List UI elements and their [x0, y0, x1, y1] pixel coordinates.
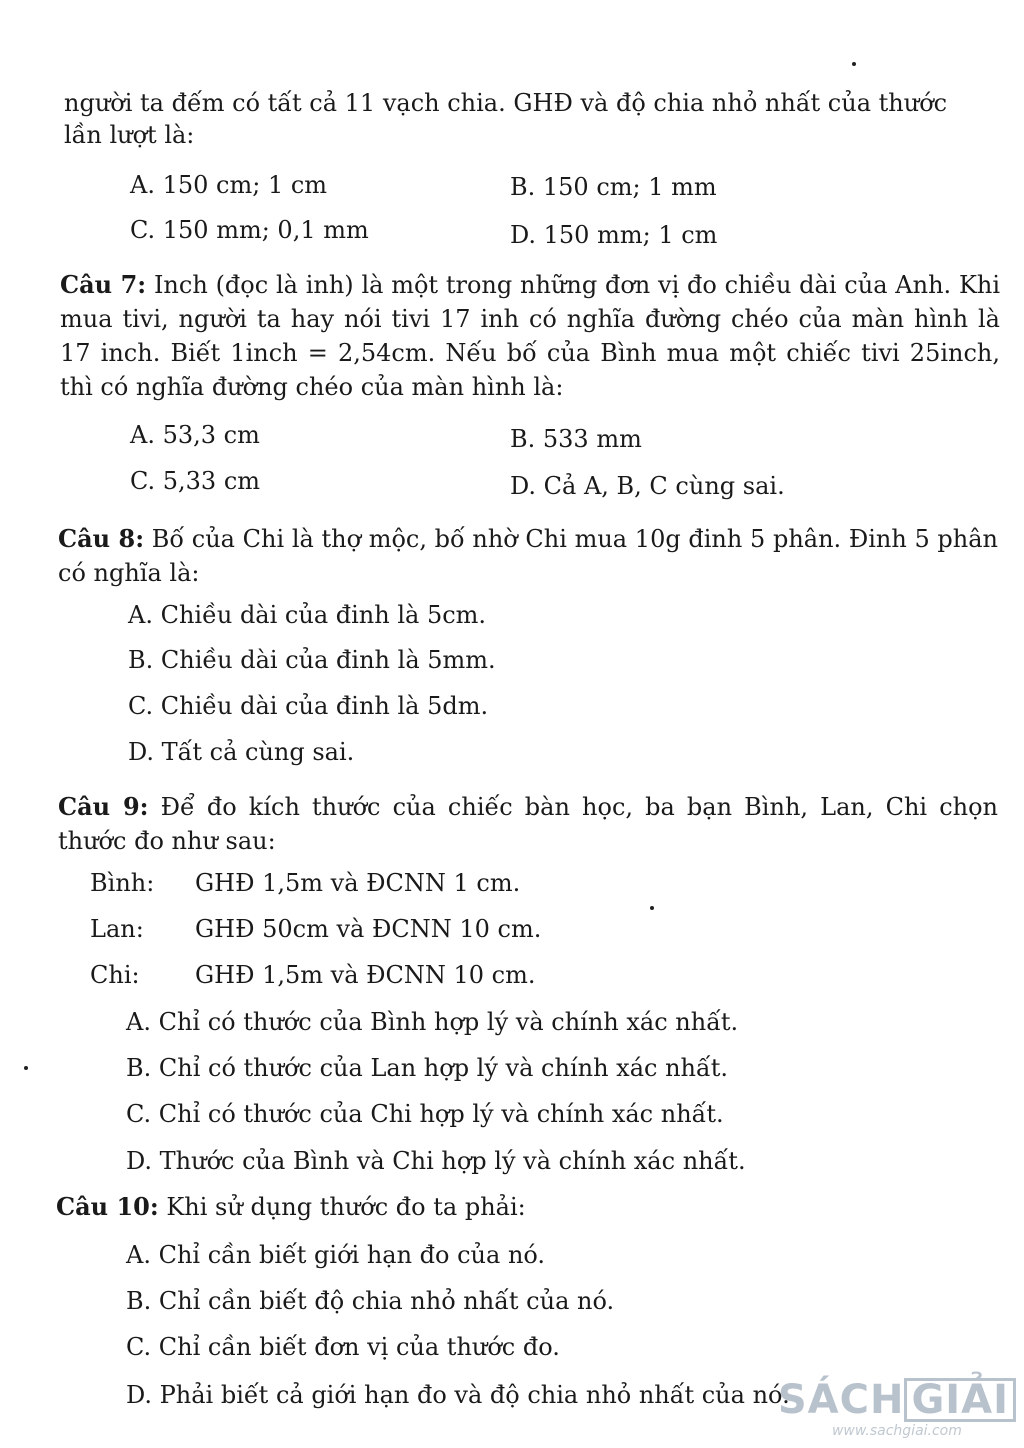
q9-option-b: B. Chỉ có thước của Lan hợp lý và chính xác nhất. — [126, 1054, 728, 1082]
question-7-label: Câu 7: — [60, 270, 147, 299]
q9-option-c: C. Chỉ có thước của Chi hợp lý và chính xác nhất. — [126, 1100, 724, 1128]
intro-line-1: người ta đếm có tất cả 11 vạch chia. GHĐ và độ chia nhỏ nhất của thước — [64, 89, 948, 117]
q10-option-c: C. Chỉ cần biết đơn vị của thước đo. — [126, 1333, 560, 1361]
question-9-label: Câu 9: — [58, 792, 149, 821]
scan-speck — [650, 906, 654, 910]
q7-option-a: A. 53,3 cm — [130, 421, 260, 449]
question-10 — [56, 1192, 526, 1222]
question-8-text: Bố của Chi là thợ mộc, bố nhờ Chi mua 10g đinh 5 phân. Đinh 5 phân có nghĩa là: — [58, 525, 999, 587]
q7-option-c: C. 5,33 cm — [130, 467, 261, 495]
question-9-text: Để đo kích thước của chiếc bàn học, ba bạn Bình, Lan, Chi chọn thước đo như sau: — [58, 793, 998, 855]
q9-option-a: A. Chỉ có thước của Bình hợp lý và chính xác nhất. — [126, 1008, 739, 1036]
intro-option-c: C. 150 mm; 0,1 mm — [130, 216, 369, 244]
q8-option-c: C. Chiều dài của đinh là 5dm. — [128, 692, 489, 720]
q8-option-b: B. Chiều dài của đinh là 5mm. — [128, 646, 496, 674]
q7-option-d: D. Cả A, B, C cùng sai. — [510, 472, 785, 500]
watermark-url: www.sachgiai.com — [831, 1423, 962, 1439]
question-7 — [60, 268, 1000, 404]
watermark-brand-left: SÁCH — [777, 1377, 905, 1423]
intro-option-d: D. 150 mm; 1 cm — [510, 221, 718, 249]
question-9 — [58, 790, 998, 858]
question-10-label: Câu 10: — [56, 1192, 159, 1221]
ruler-spec-binh: GHĐ 1,5m và ĐCNN 1 cm. — [195, 869, 521, 897]
question-8-label: Câu 8: — [58, 524, 145, 553]
ruler-name-binh: Bình: — [90, 869, 155, 897]
watermark-brand-right: GIẢI — [904, 1378, 1016, 1422]
q8-option-a: A. Chiều dài của đinh là 5cm. — [128, 601, 487, 629]
ruler-name-lan: Lan: — [90, 915, 144, 943]
q10-option-b: B. Chỉ cần biết độ chia nhỏ nhất của nó. — [126, 1287, 615, 1315]
question-7-text: Inch (đọc là inh) là một trong những đơn vị đo chiều dài của Anh. Khi mua tivi, người ta hay nói tivi 17 inh có nghĩa đường chéo của màn hình là 17 inch. Biết 1inch = 2,54cm. Nếu bố của Bình mua một chiếc tivi 25inch, thì có nghĩa đường chéo của màn hình là: — [60, 271, 1001, 401]
intro-option-b: B. 150 cm; 1 mm — [510, 173, 717, 201]
intro-line-2: lần lượt là: — [64, 121, 195, 149]
watermark — [778, 1378, 1016, 1440]
intro-option-a: A. 150 cm; 1 cm — [130, 171, 328, 199]
q8-option-d: D. Tất cả cùng sai. — [128, 738, 355, 766]
ruler-spec-lan: GHĐ 50cm và ĐCNN 10 cm. — [195, 915, 542, 943]
q7-option-b: B. 533 mm — [510, 425, 642, 453]
scan-speck — [24, 1066, 28, 1070]
question-8 — [58, 522, 998, 590]
watermark-logo — [778, 1378, 1016, 1422]
scan-speck — [852, 62, 856, 66]
ruler-name-chi: Chi: — [90, 961, 140, 989]
q9-option-d: D. Thước của Bình và Chi hợp lý và chính xác nhất. — [126, 1147, 746, 1175]
q10-option-a: A. Chỉ cần biết giới hạn đo của nó. — [126, 1241, 546, 1269]
q10-option-d: D. Phải biết cả giới hạn đo và độ chia nhỏ nhất của nó. — [126, 1381, 790, 1409]
ruler-spec-chi: GHĐ 1,5m và ĐCNN 10 cm. — [195, 961, 536, 989]
question-10-text: Khi sử dụng thước đo ta phải: — [166, 1193, 526, 1221]
